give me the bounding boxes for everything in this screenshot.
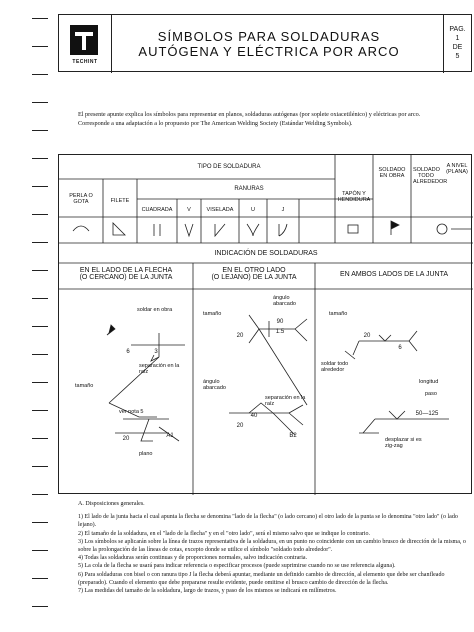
d2-b2: B2 (289, 433, 297, 439)
d1-tamano: tamaño (75, 383, 94, 389)
note-7: 7) Las medidas del tamaño de la soldadura, largo de trazos, y paso de los mismos se indicará en milímetros. (78, 588, 337, 595)
page-of: DE (452, 44, 463, 51)
d2-20-b: 20 (236, 423, 244, 429)
d2-separacion: separación en la raíz (265, 395, 306, 407)
symbols-table (58, 154, 472, 494)
document-header (58, 14, 472, 72)
d2-tamano: tamaño (203, 311, 222, 317)
document-title (119, 29, 419, 59)
d1-separacion: separación en la raíz (139, 363, 180, 375)
d2-angulo-1: ángulo abarcado (273, 295, 296, 307)
d3-20: 20 (363, 333, 371, 339)
col-viselada: VISELADA (206, 207, 234, 213)
notes-heading: A. Disposiciones generales. (78, 501, 145, 507)
col-filete: FILETE (110, 198, 130, 204)
d2-1-5: 1.5 (275, 329, 285, 335)
d3-soldar-todo: soldar todo alrededor (321, 361, 349, 373)
d3-paso: paso (425, 391, 437, 397)
page-indicator (443, 15, 471, 73)
note-3: 3) Los símbolos se aplicarán sobre la línea de trazos representativa de la soldadura, en un punto no coincidente con un cambio brusco de dirección de la misma, o sobre la prolongación de las líneas de cotas, excepto donde se utilice el símbolo "soldado todo alrededor". (78, 538, 466, 554)
indicacion-header: INDICACIÓN DE SOLDADURAS (214, 250, 318, 257)
logo-text: TECHINT (72, 59, 98, 65)
d3-longitud: longitud (419, 379, 439, 385)
note-1: 1) El lado de la junta hacia el cual apunta la flecha se denomina "lado de la flecha" (o lado cercano) el otro lado de la punta se lo denomina "otro lado" (o lado lejano). (78, 514, 458, 529)
d1-6: 6 (126, 349, 130, 355)
col-u: U (251, 207, 255, 213)
section-arrow-side: EN EL LADO DE LA FLECHA (O CERCANO) DE LA JUNTA (79, 267, 173, 281)
note-6: 6) Para soldaduras con bisel o con ranura tipo J la flecha deberá apuntar, mediante un definido cambio de dirección, al elemento que debe ser chanfleado (preparado). Cuando el elemento que debe prepararse resulte evidente, puede omitirse el brusco cambio de dirección de la flecha. (78, 571, 445, 586)
col-j: J (281, 207, 285, 213)
margin-ticks (22, 18, 52, 618)
col-nivel: A NIVEL (PLANA) (446, 163, 468, 175)
page-label: PAG. (449, 26, 466, 33)
section-both-sides: EN AMBOS LADOS DE LA JUNTA (339, 271, 448, 278)
d3-tamano: tamaño (329, 311, 348, 317)
d1-20: 20 (122, 436, 130, 442)
col-tapon: TAPÓN Y HENDIDURA (337, 191, 371, 203)
page-total: 5 (455, 53, 460, 60)
logo-box (59, 15, 112, 73)
title-line-1: SÍMBOLOS PARA SOLDADURAS (157, 29, 381, 44)
note-5: 5) La cola de la flecha se usará para indicar referencia o especificar procesos (puede suprimirse cuando no se use referencia alguna). (78, 563, 396, 570)
d3-6: 6 (398, 345, 402, 351)
d1-3: 3 (154, 349, 158, 355)
page-number: 1 (455, 35, 460, 42)
col-obra: SOLDADO EN OBRA (378, 167, 406, 179)
d1-plano: plano (139, 451, 153, 457)
d1-soldar-en-obra: soldar en obra (137, 307, 173, 313)
tipo-header: TIPO DE SOLDADURA (197, 164, 261, 170)
d2-40: 40 (250, 413, 258, 419)
note-2: 2) El tamaño de la soldadura, en el "lado de la flecha" y en el "otro lado", será el mismo salvo que se indique lo contrario. (78, 530, 371, 537)
col-alrededor: SOLDADO TODO ALREDEDOR (413, 167, 448, 185)
note-4: 4) Todas las soldaduras serán continuas y de proporciones normales, salvo indicación contraria. (78, 555, 308, 562)
d2-90: 90 (276, 319, 284, 325)
d1-a1: A1 (166, 433, 174, 439)
col-v: V (187, 207, 191, 213)
d3-desplazar: desplazar si es zig-zag (385, 437, 422, 449)
d2-angulo-2: ángulo abarcado (203, 379, 226, 391)
section-other-side: EN EL OTRO LADO (O LEJANO) DE LA JUNTA (211, 267, 297, 281)
intro-paragraph: El presente apunte explica los símbolos para representar en planos, soldaduras autógenas (por soplete oxiacetilénico) y eléctricas por arco. Corresponde a una adaptación a lo propuesto por The American Welding Society (Estándar Welding Symbols). (78, 111, 421, 127)
notes-section (78, 500, 468, 595)
col-cuadrada: CUADRADA (141, 207, 173, 213)
techint-logo (70, 25, 98, 55)
d2-20-a: 20 (236, 333, 244, 339)
document-sheet (58, 14, 472, 630)
title-line-2: AUTÓGENA Y ELÉCTRICA POR ARCO (138, 44, 400, 59)
ranuras-header: RANURAS (234, 186, 264, 192)
d3-50-125: 50—125 (415, 411, 439, 417)
col-perla: PERLA O GOTA (69, 193, 93, 205)
d1-ver-nota: ver nota 5 (119, 409, 144, 415)
